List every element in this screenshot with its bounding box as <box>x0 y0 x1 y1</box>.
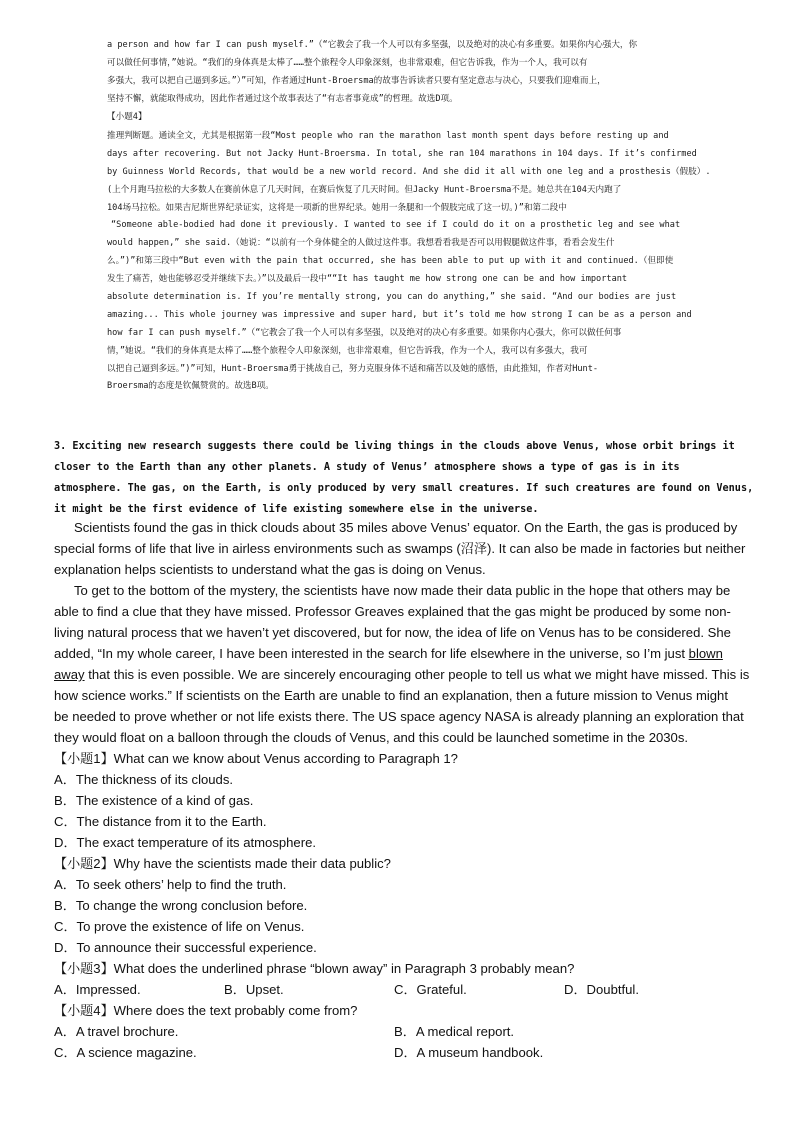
option-row <box>54 1042 744 1063</box>
text-line: 可以做任何事情，”她说。“我们的身体真是太棒了……整个旅程令人印象深刻，也非常艰难，但它告诉我，作为一个人，我可以有 <box>107 57 588 68</box>
question-stem: 【小题1】What can we know about Venus according to Paragraph 1? <box>54 751 458 766</box>
text-line: absolute determination is. If you’re mentally strong, you can do anything,” she said. “And our bodies are just <box>107 292 677 303</box>
text-line: special forms of life that live in airless environments such as swamps (沼泽). It can also be made in factories but neither <box>54 541 746 556</box>
option: C．The distance from it to the Earth. <box>54 814 267 829</box>
option: B．Upset. <box>224 982 284 997</box>
text-segment: that this is even possible. We are sincerely encouraging other people to tell us what we might have missed. This is <box>84 667 750 682</box>
text-line: it might be the first evidence of life existing somewhere else in the universe. <box>54 504 539 515</box>
option: A．Impressed. <box>54 982 141 997</box>
text-segment: added, “In my whole career, I have been interested in the search for life elsewhere in the universe, so I’m just <box>54 646 689 661</box>
option: A．To seek others’ help to find the truth. <box>54 877 287 892</box>
text-line: amazing... This whole journey was impressive and super hard, but it’s told me how strong I can be as a person and <box>107 309 692 320</box>
text-line: explanation helps scientists to understand what the gas is doing on Venus. <box>54 562 486 577</box>
text-line: 3. Exciting new research suggests there could be living things in the clouds above Venus, whose orbit brings it <box>54 441 735 452</box>
text-line: they would float on a balloon through the clouds of Venus, and this could be launched sometime in the 2030s. <box>54 730 689 745</box>
underlined-phrase: blown <box>688 646 723 661</box>
explanation-part2 <box>107 128 729 396</box>
text-line: 么。”)”和第三段中“But even with the pain that occurred, she has been able to put up with it and continued.（但即使 <box>107 256 674 267</box>
option: D．To announce their successful experience. <box>54 940 317 955</box>
text-line: a person and how far I can push myself.”（“它教会了我一个人可以有多坚强，以及绝对的决心有多重要。如果你内心强大，你 <box>107 40 638 50</box>
text-line: would happen,” she said.（她说：“以前有一个身体健全的人做过这件事。我想看看我是否可以用假腿做这件事，看看会发生什 <box>107 238 615 249</box>
questions <box>54 748 744 1063</box>
option: B．A medical report. <box>394 1024 515 1039</box>
passage-body <box>54 517 750 748</box>
text-line: 坚持不懈，就能取得成功，因此作者通过这个故事表达了“有志者事竟成”的哲理。故选D项。 <box>107 93 458 104</box>
text-line: (上个月跑马拉松的大多数人在赛前休息了几天时间，在赛后恢复了几天时间。但Jacky Hunt-Broersma不是。她总共在104天内跑了 <box>107 184 622 195</box>
text-line: closer to the Earth than any other planets. A study of Venus’ atmosphere shows a type of gas is in its <box>54 462 680 473</box>
option: C．Grateful. <box>394 982 467 997</box>
text-line: by Guinness World Records, that would be a new world record. And she did it all with one leg and a prosthesis（假肢）. <box>107 166 711 177</box>
question-stem: 【小题2】Why have the scientists made their data public? <box>54 856 391 871</box>
underlined-phrase: away <box>54 667 85 682</box>
text-line: days after recovering. But not Jacky Hunt-Broersma. In total, she ran 104 marathons in 104 days. If it’s confirmed <box>107 148 697 159</box>
text-line: 104场马拉松。如果吉尼斯世界纪录证实，这将是一项新的世界纪录。她用一条腿和一个假肢完成了这一切。)”和第二段中 <box>107 202 567 213</box>
option: C．A science magazine. <box>54 1045 197 1060</box>
question-stem: 【小题4】Where does the text probably come from? <box>54 1003 358 1018</box>
text-line: “Someone able-bodied had done it previously. I wanted to see if I could do it on a prosthetic leg and see what <box>111 220 681 231</box>
option: A．A travel brochure. <box>54 1024 179 1039</box>
text-line: how science works.” If scientists on the Earth are unable to find an explanation, then a future mission to Venus might <box>54 688 728 703</box>
option: C．To prove the existence of life on Venus. <box>54 919 305 934</box>
text-line: atmosphere. The gas, on the Earth, is only produced by very small creatures. If such creatures are found on Venus, <box>54 483 754 494</box>
text-line: Broersma的态度是钦佩赞赏的。故选B项。 <box>107 381 274 392</box>
text-line: 推理判断题。通读全文，尤其是根据第一段“Most people who ran the marathon last month spent days before resting up and <box>107 131 669 141</box>
text-line: how far I can push myself.”（“它教会了我一个人可以有多坚强，以及绝对的决心有多重要。如果你内心强大，你可以做任何事 <box>107 327 622 338</box>
text-line: 情，”她说。“我们的身体真是太棒了……整个旅程令人印象深刻，也非常艰难，但它告诉我，作为一个人，我可以有多强大，我可 <box>107 345 588 356</box>
text-line: be needed to prove whether or not life exists there. The US space agency NASA is already planning an exploration that <box>54 709 744 724</box>
passage-intro <box>54 436 754 520</box>
explanation-subtitle: 【小题4】 <box>107 111 147 122</box>
explanation-part1 <box>107 37 729 126</box>
option: D．The exact temperature of its atmosphere. <box>54 835 316 850</box>
question-stem: 【小题3】What does the underlined phrase “blown away” in Paragraph 3 probably mean? <box>54 961 575 976</box>
option-row <box>54 979 744 1000</box>
option: B．The existence of a kind of gas. <box>54 793 254 808</box>
text-line: 以把自己逼到多远。”)”可知，Hunt-Broersma勇于挑战自己，努力克服身体不适和痛苦以及她的感悟，由此推知，作者对Hunt- <box>107 363 599 374</box>
option: A．The thickness of its clouds. <box>54 772 234 787</box>
option: B．To change the wrong conclusion before. <box>54 898 308 913</box>
option: D．A museum handbook. <box>394 1045 544 1060</box>
text-line: To get to the bottom of the mystery, the scientists have now made their data public in the hope that others may be <box>74 583 731 598</box>
text-line: 发生了痛苦，她也能够忍受并继续下去。）”以及最后一段中““It has taught me how strong one can be and how important <box>107 274 628 285</box>
text-line: able to find a clue that they have missed. Professor Greaves explained that the gas might be produced by some non- <box>54 604 731 619</box>
option: D．Doubtful. <box>564 982 639 997</box>
text-line <box>54 643 744 664</box>
option-row <box>54 1021 744 1042</box>
text-line: 多强大，我可以把自己逼到多远。”）”可知，作者通过Hunt-Broersma的故事告诉读者只要有坚定意志与决心，只要我们迎难而上， <box>107 75 606 86</box>
text-line: Scientists found the gas in thick clouds about 35 miles above Venus’ equator. On the Earth, the gas is produced by <box>74 520 738 535</box>
text-line: living natural process that we haven’t yet discovered, but for now, the idea of life on Venus has to be considered. She <box>54 625 731 640</box>
text-line <box>54 664 750 685</box>
